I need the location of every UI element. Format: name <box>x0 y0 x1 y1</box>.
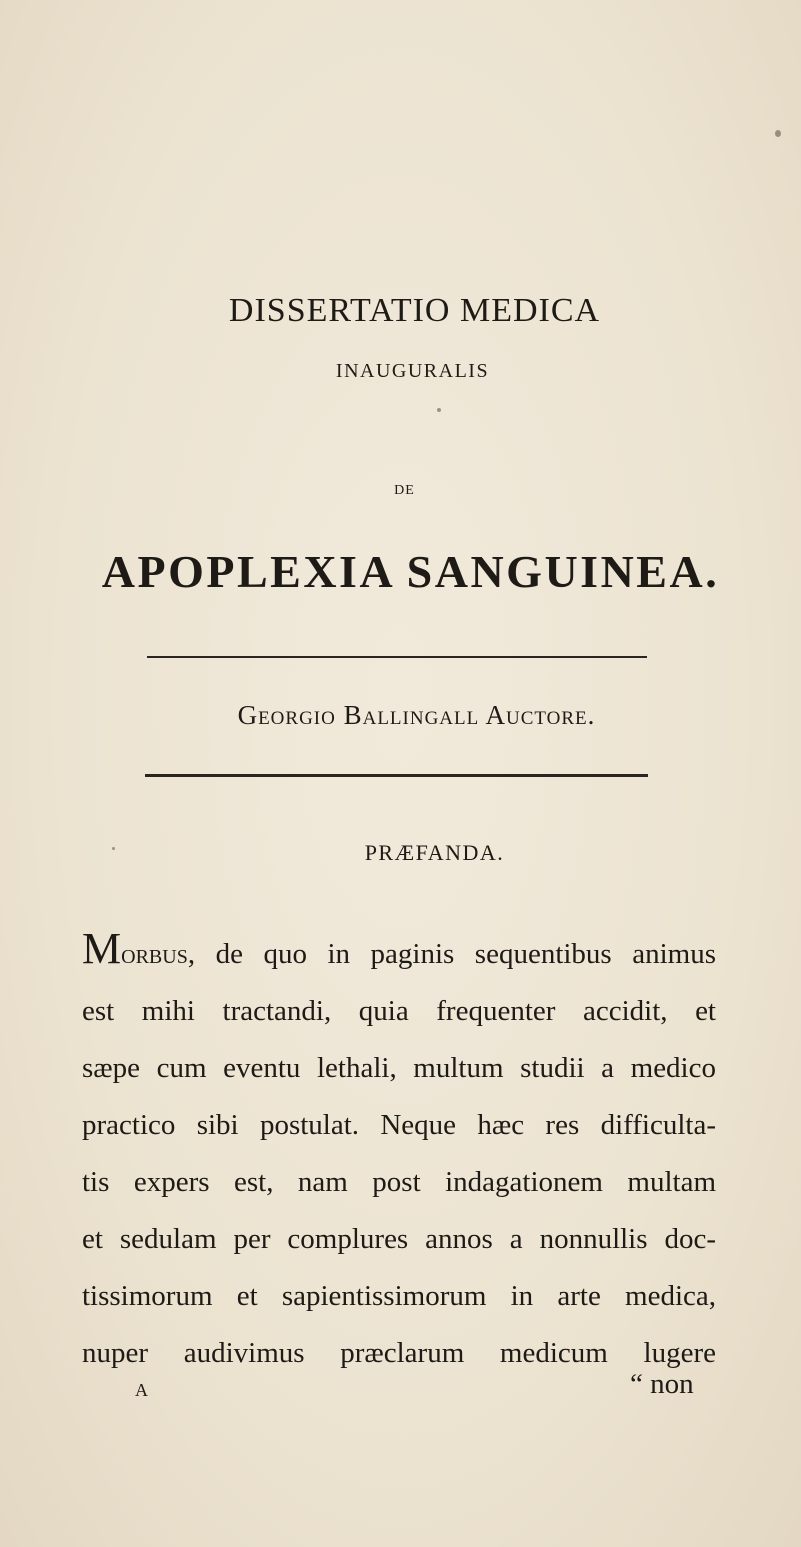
dissertation-subject: APOPLEXIA SANGUINEA. <box>101 546 720 597</box>
body-paragraph <box>82 920 716 1382</box>
body-line-1-text: de quo in paginis sequentibus animus <box>195 938 716 970</box>
body-line-1 <box>82 920 716 983</box>
paper-speck <box>775 130 781 137</box>
body-line-3: sæpe cum eventu lethali, multum studii a medico <box>82 1052 716 1084</box>
body-line-8: nuper audivimus præclarum medicum lugere <box>82 1337 716 1369</box>
top-rule <box>147 656 647 658</box>
signature-mark: A <box>135 1380 149 1400</box>
paper-speck <box>437 408 441 412</box>
body-line-7: tissimorum et sapientissimorum in arte medica, <box>82 1280 716 1312</box>
body-line-6: et sedulam per complures annos a nonnullis doc- <box>82 1223 716 1255</box>
first-word <box>82 924 196 973</box>
catchword: “ non <box>630 1368 694 1400</box>
body-line-5: tis expers est, nam post indagationem multam <box>82 1166 716 1198</box>
author-line: Georgio Ballingall Auctore. <box>237 700 596 730</box>
body-line-4: practico sibi postulat. Neque hæc res difficulta- <box>82 1109 716 1141</box>
first-word-rest: orbus, <box>121 938 196 970</box>
section-heading: PRÆFANDA. <box>364 840 505 865</box>
initial-capital: M <box>82 924 122 973</box>
bottom-rule <box>145 774 648 777</box>
body-line-2: est mihi tractandi, quia frequenter accidit, et <box>82 995 716 1027</box>
dissertation-title: DISSERTATIO MEDICA <box>228 292 601 329</box>
title-preposition: DE <box>394 483 415 498</box>
paper-speck <box>112 847 115 850</box>
dissertation-subtitle: INAUGURALIS <box>335 360 490 382</box>
